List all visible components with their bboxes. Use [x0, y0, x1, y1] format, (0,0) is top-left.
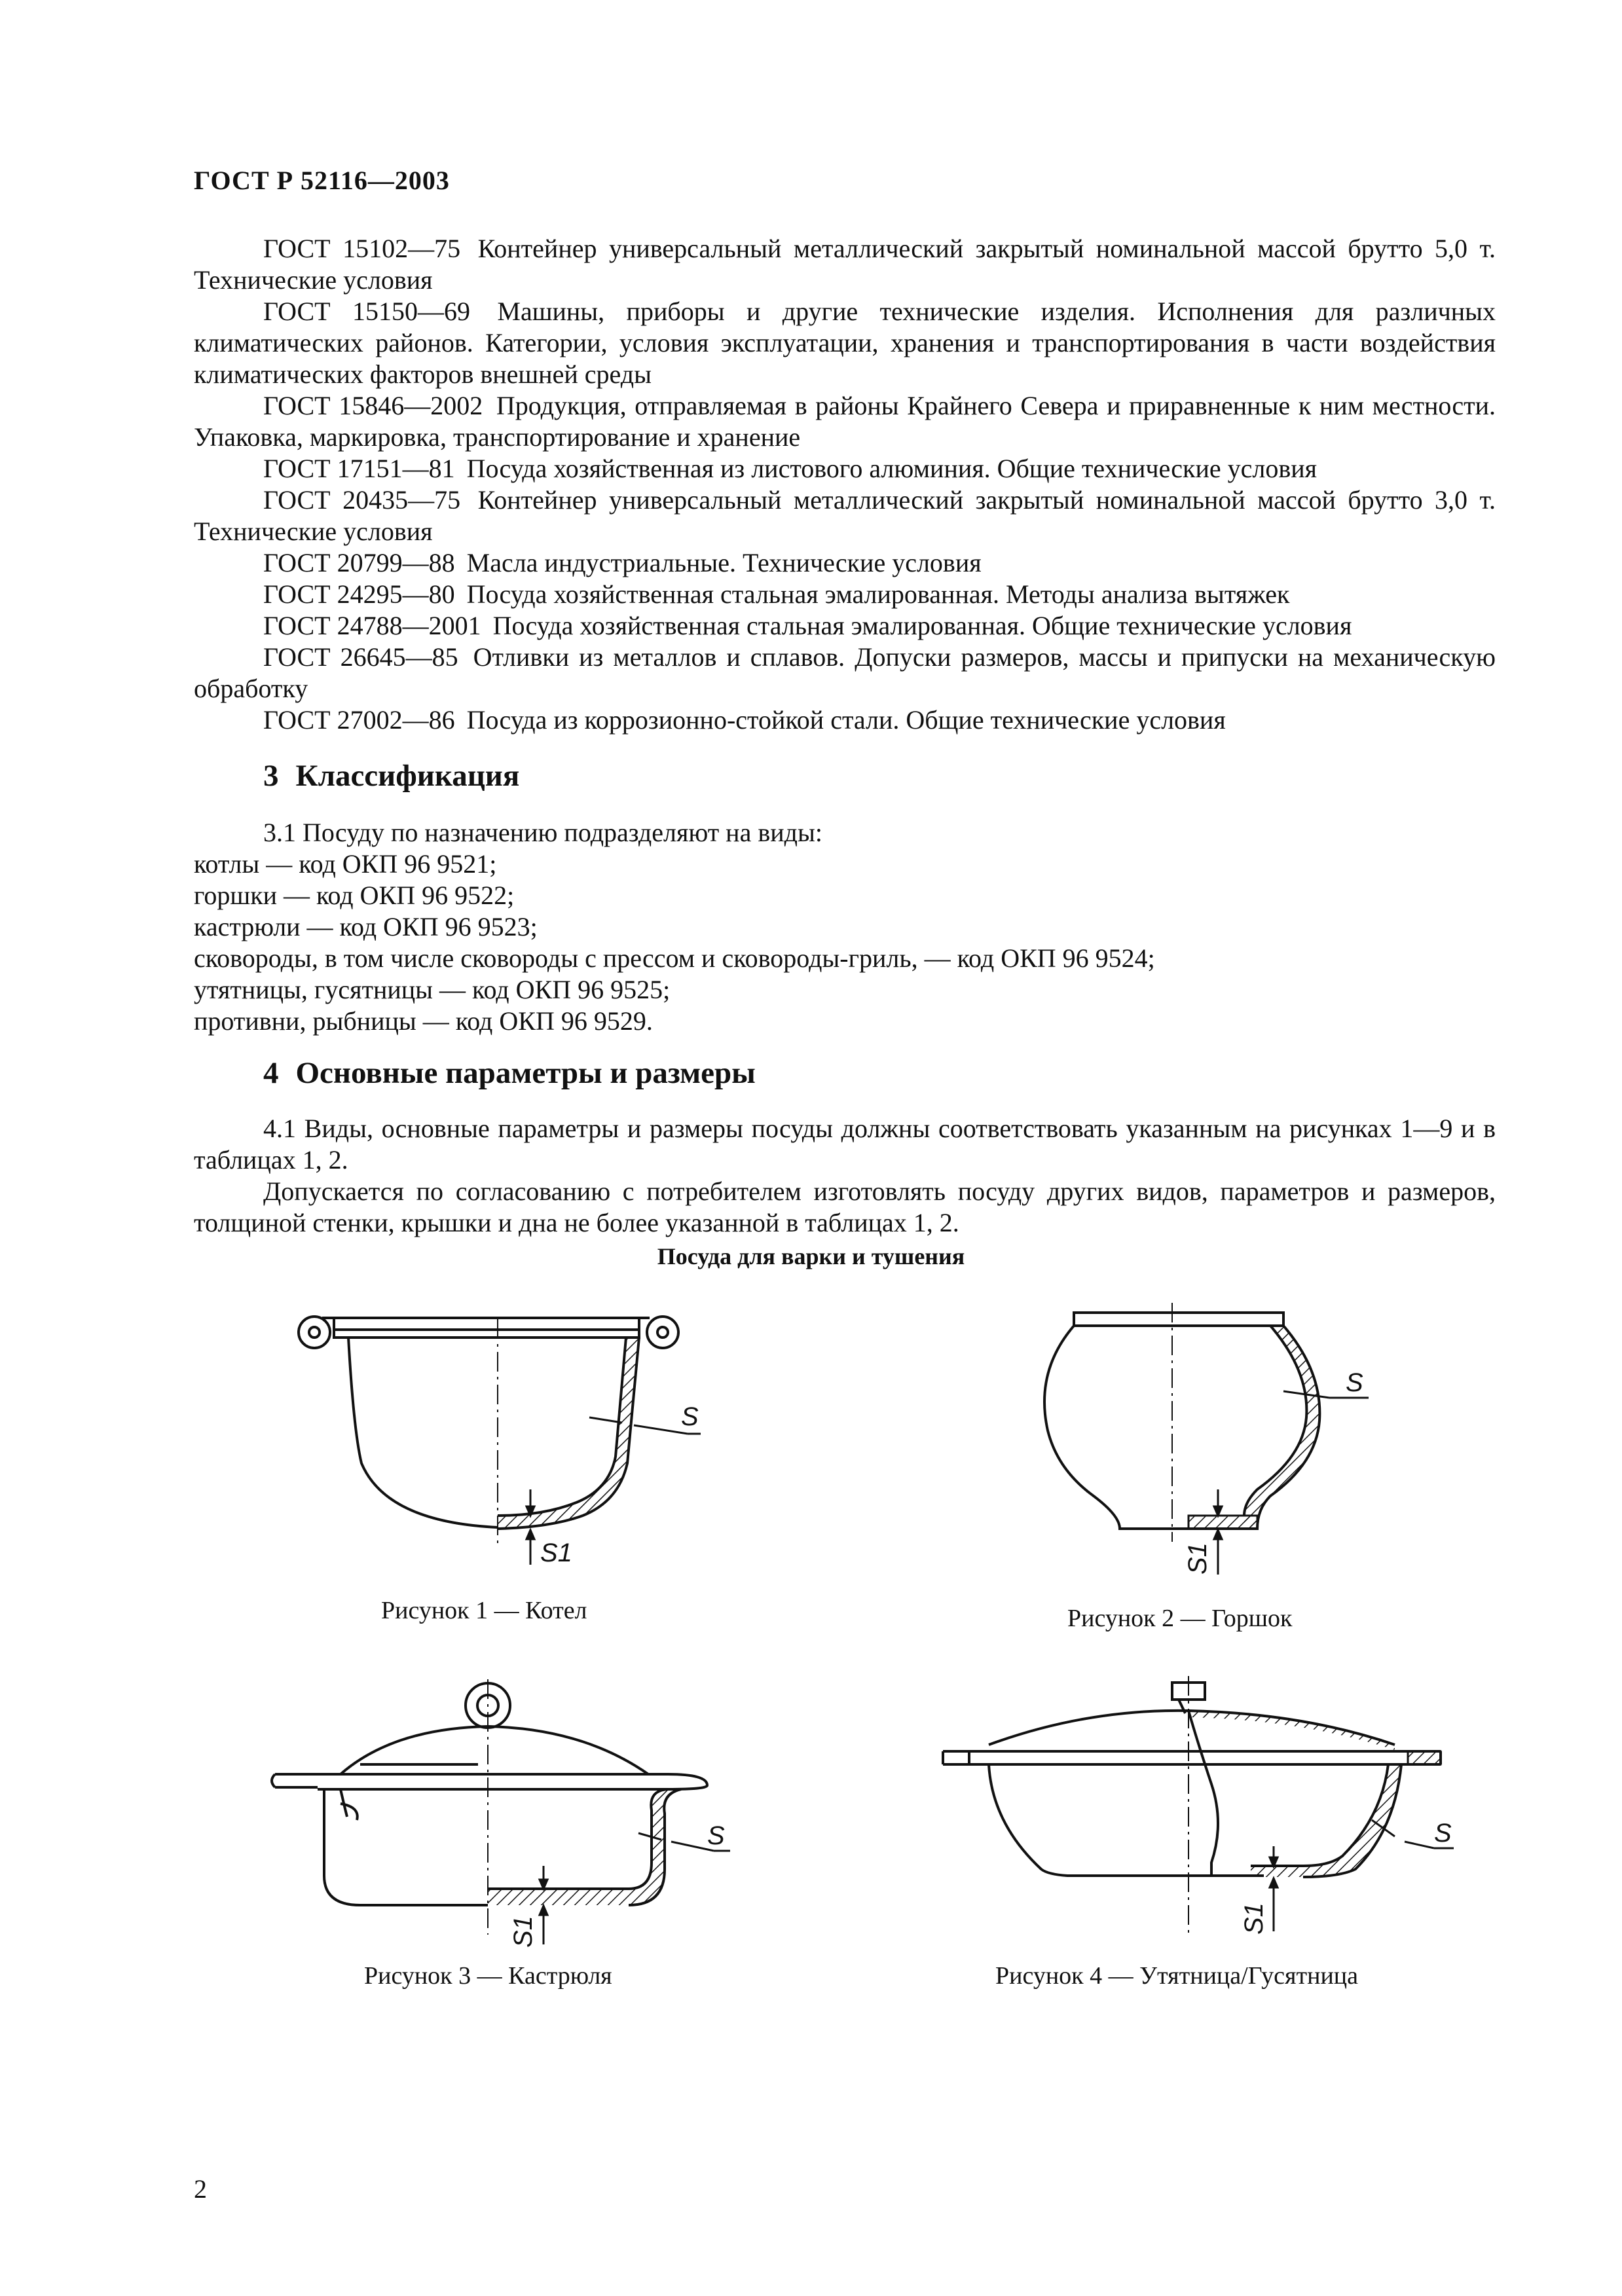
reference-item: ГОСТ 15150—69 Машины, приборы и другие технические изделия. Исполнения для различных климатических районов. Категории, условия эксплуатации, хранения и транспортирования в части воздействия климатических факторов внешней среды — [194, 297, 1496, 389]
figure-3-label-s1: S1 — [509, 1916, 538, 1948]
figures-title: Посуда для варки и тушения — [657, 1243, 965, 1269]
figure-4-label-s1: S1 — [1240, 1903, 1268, 1935]
reference-item: ГОСТ 24295—80 Посуда хозяйственная стальная эмалированная. Методы анализа вытяжек — [263, 579, 1290, 609]
reference-item: ГОСТ 24788—2001 Посуда хозяйственная стальная эмалированная. Общие технические условия — [263, 611, 1352, 640]
figure-1-label-s1: S1 — [540, 1539, 572, 1567]
figure-3-saucepan-drawing — [262, 1673, 746, 1954]
figure-4-label-s: S — [1434, 1819, 1452, 1848]
figure-1-cauldron-drawing — [288, 1300, 733, 1581]
figure-3-label-s: S — [707, 1821, 725, 1850]
section-4-body — [194, 1113, 1496, 1239]
paragraph-4-1-note: Допускается по согласованию с потребителем изготовлять посуду других видов, параметров и размеров, толщиной стенки, крышки и дна не более указанной в таблицах 1, 2. — [194, 1176, 1496, 1237]
paragraph-4-1: 4.1 Виды, основные параметры и размеры посуды должны соответствовать указанным на рисунках 1—9 и в таблицах 1, 2. — [194, 1114, 1496, 1175]
page-number: 2 — [194, 2174, 207, 2204]
classification-item: сковороды, в том числе сковороды с прессом и сковороды-гриль, — код ОКП 96 9524; — [194, 943, 1155, 973]
classification-item: противни, рыбницы — код ОКП 96 9529. — [194, 1006, 653, 1036]
figure-4-caption: Рисунок 4 — Утятница/Гусятница — [995, 1962, 1359, 1990]
section-3-body — [194, 817, 1496, 1037]
classification-item: кастрюли — код ОКП 96 9523; — [194, 912, 538, 941]
section-3-heading: 3 Классификация — [263, 759, 520, 793]
figure-2-pot-drawing — [1022, 1300, 1401, 1588]
reference-item: ГОСТ 27002—86 Посуда из коррозионно-стойкой стали. Общие технические условия — [263, 705, 1226, 735]
figure-2-label-s1: S1 — [1183, 1542, 1212, 1575]
figure-1-caption: Рисунок 1 — Котел — [381, 1597, 587, 1624]
document-code: ГОСТ Р 52116—2003 — [194, 166, 450, 195]
figure-1-label-s: S — [681, 1402, 699, 1431]
reference-item: ГОСТ 20799—88 Масла индустриальные. Технические условия — [263, 548, 982, 577]
reference-item: ГОСТ 26645—85 Отливки из металлов и сплавов. Допуски размеров, массы и припуски на механическую обработку — [194, 642, 1496, 703]
reference-item: ГОСТ 17151—81 Посуда хозяйственная из листового алюминия. Общие технические условия — [263, 454, 1318, 483]
figure-2-label-s: S — [1346, 1368, 1363, 1397]
figure-2-caption: Рисунок 2 — Горшок — [1067, 1605, 1293, 1632]
classification-item: горшки — код ОКП 96 9522; — [194, 881, 515, 910]
reference-item: ГОСТ 15102—75 Контейнер универсальный металлический закрытый номинальной массой брутто 5,0 т. Технические условия — [194, 234, 1496, 295]
figure-3-caption: Рисунок 3 — Кастрюля — [364, 1962, 612, 1990]
classification-item: котлы — код ОКП 96 9521; — [194, 849, 497, 879]
reference-item: ГОСТ 15846—2002 Продукция, отправляемая в районы Крайнего Севера и приравненные к ним местности. Упаковка, маркировка, транспортирование и хранение — [194, 391, 1496, 452]
references-list — [194, 233, 1496, 736]
classification-item: утятницы, гусятницы — код ОКП 96 9525; — [194, 975, 671, 1004]
reference-item: ГОСТ 20435—75 Контейнер универсальный металлический закрытый номинальной массой брутто 3,0 т. Технические условия — [194, 485, 1496, 546]
section-4-heading: 4 Основные параметры и размеры — [263, 1056, 756, 1090]
figure-4-roaster-drawing — [936, 1673, 1460, 1954]
classification-intro: 3.1 Посуду по назначению подразделяют на виды: — [263, 818, 822, 847]
